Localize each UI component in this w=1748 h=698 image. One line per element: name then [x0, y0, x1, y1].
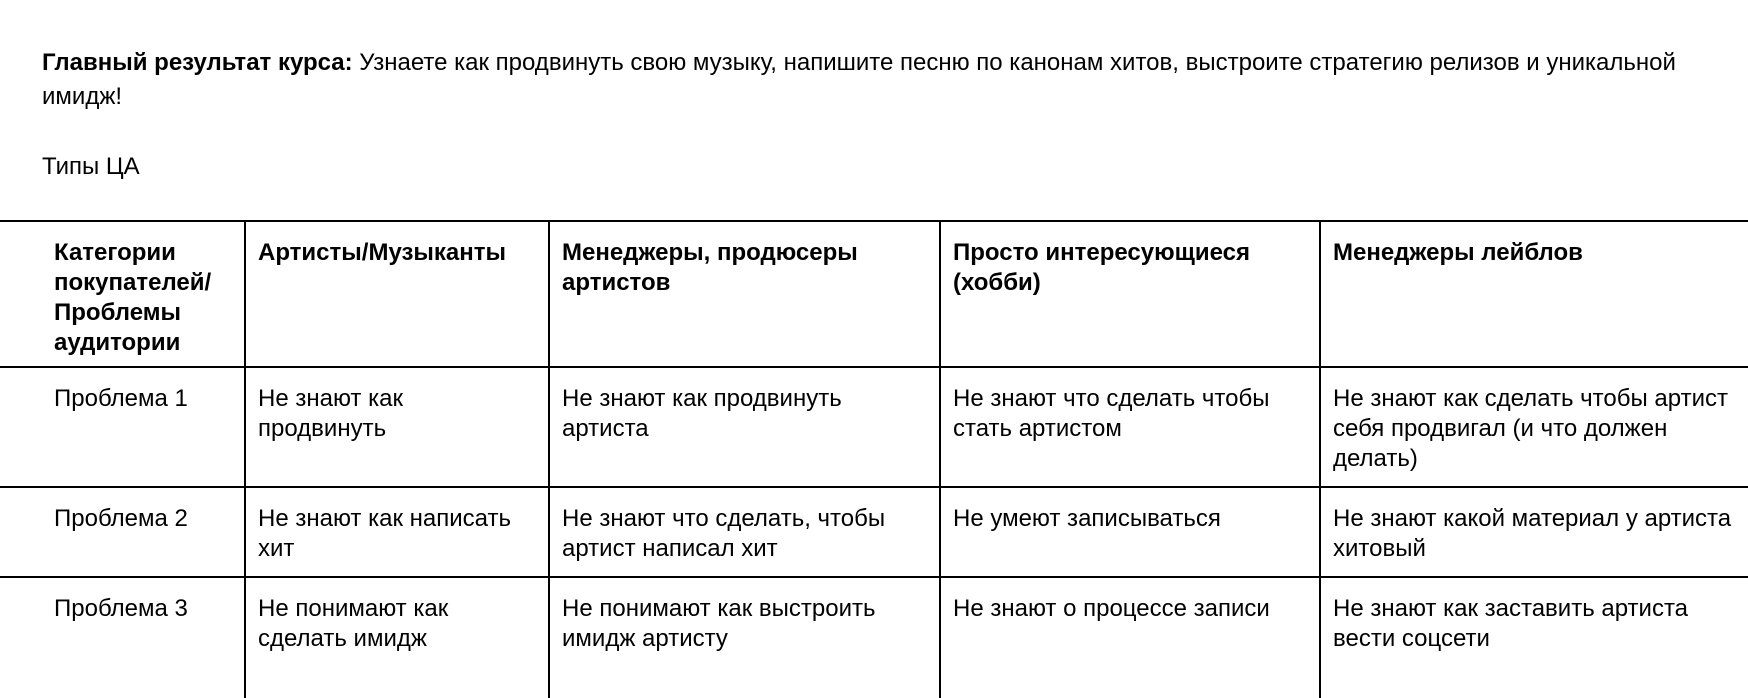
- row-label: Проблема 2: [0, 487, 245, 577]
- table-cell: Не умеют записываться: [940, 487, 1320, 577]
- header-artists: Артисты/Музыканты: [245, 221, 549, 367]
- table-row: [0, 367, 1748, 487]
- table-cell: Не понимают как выстроить имидж артисту: [549, 577, 940, 698]
- table-cell: Не понимают как сделать имидж: [245, 577, 549, 698]
- table-cell: Не знают как продвинуть артиста: [549, 367, 940, 487]
- course-result-label: Главный результат курса:: [42, 49, 353, 76]
- audience-types-title: Типы ЦА: [42, 153, 140, 180]
- header-managers-producers: Менеджеры, продюсеры артистов: [549, 221, 940, 367]
- table-cell: Не знают что сделать, чтобы артист написал хит: [549, 487, 940, 577]
- header-hobbyists: Просто интересующиеся (хобби): [940, 221, 1320, 367]
- header-label-managers: Менеджеры лейблов: [1320, 221, 1748, 367]
- table-header-row: [0, 221, 1748, 367]
- course-result-paragraph: [42, 46, 1702, 114]
- row-label: Проблема 3: [0, 577, 245, 698]
- table-cell: Не знают как заставить артиста вести соцсети: [1320, 577, 1748, 698]
- header-category: Категории покупателей/ Проблемы аудитории: [0, 221, 245, 367]
- table-row: [0, 487, 1748, 577]
- table-cell: Не знают как написать хит: [245, 487, 549, 577]
- table-cell: Не знают о процессе записи: [940, 577, 1320, 698]
- course-result-text: Узнаете как продвинуть свою музыку, напишите песню по канонам хитов, выстроите стратегию релизов и уникальной имидж!: [42, 49, 1676, 110]
- table-cell: Не знают что сделать чтобы стать артистом: [940, 367, 1320, 487]
- audience-table: [0, 220, 1748, 698]
- table-cell: Не знают как продвинуть: [245, 367, 549, 487]
- table-cell: Не знают какой материал у артиста хитовый: [1320, 487, 1748, 577]
- table-row: [0, 577, 1748, 698]
- table-cell: Не знают как сделать чтобы артист себя продвигал (и что должен делать): [1320, 367, 1748, 487]
- row-label: Проблема 1: [0, 367, 245, 487]
